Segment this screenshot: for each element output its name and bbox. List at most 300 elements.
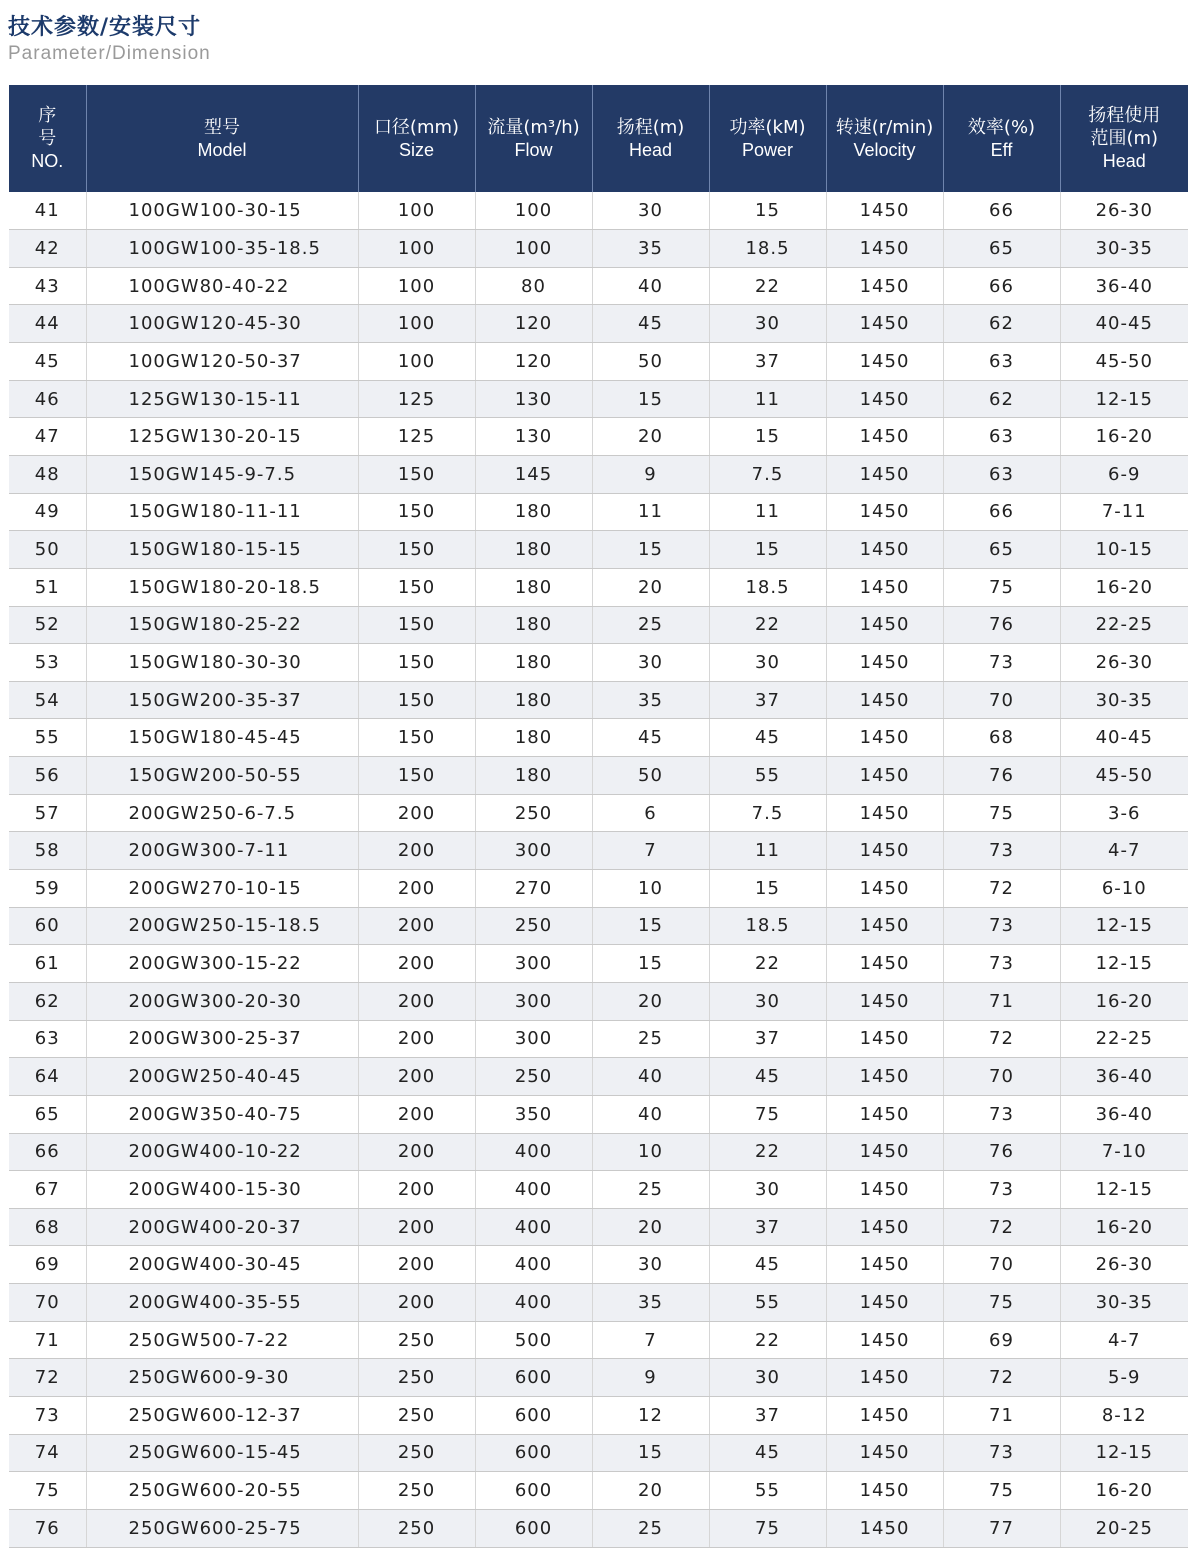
- cell-size: 150: [358, 493, 475, 531]
- cell-power: 30: [709, 1359, 826, 1397]
- cell-eff: 73: [943, 1095, 1060, 1133]
- cell-velocity: 1450: [826, 1284, 943, 1322]
- table-body: [9, 192, 1188, 1547]
- parameter-table: [9, 85, 1188, 1548]
- cell-size: 250: [358, 1434, 475, 1472]
- cell-no: 69: [9, 1246, 86, 1284]
- column-header-cn: 流量(m³/h): [487, 116, 580, 138]
- cell-no: 41: [9, 192, 86, 230]
- cell-eff: 71: [943, 1397, 1060, 1435]
- cell-eff: 75: [943, 1472, 1060, 1510]
- cell-size: 200: [358, 1171, 475, 1209]
- cell-no: 64: [9, 1058, 86, 1096]
- cell-eff: 63: [943, 418, 1060, 456]
- cell-size: 200: [358, 1020, 475, 1058]
- cell-flow: 120: [475, 343, 592, 381]
- cell-power: 11: [709, 380, 826, 418]
- cell-eff: 63: [943, 343, 1060, 381]
- table-row: [9, 1133, 1188, 1171]
- cell-velocity: 1450: [826, 870, 943, 908]
- column-header-cn: 转速(r/min): [835, 116, 934, 138]
- cell-eff: 76: [943, 606, 1060, 644]
- table-row: [9, 493, 1188, 531]
- cell-head: 40: [592, 267, 709, 305]
- cell-head-range: 12-15: [1060, 1434, 1188, 1472]
- cell-no: 57: [9, 794, 86, 832]
- cell-velocity: 1450: [826, 832, 943, 870]
- column-header-cn: 功率(kM): [729, 116, 806, 138]
- cell-head: 25: [592, 1020, 709, 1058]
- column-header-en: Head: [1102, 151, 1146, 171]
- cell-eff: 73: [943, 832, 1060, 870]
- cell-eff: 70: [943, 1246, 1060, 1284]
- cell-head-range: 16-20: [1060, 418, 1188, 456]
- table-row: [9, 870, 1188, 908]
- cell-velocity: 1450: [826, 1133, 943, 1171]
- cell-eff: 69: [943, 1321, 1060, 1359]
- table-row: [9, 192, 1188, 230]
- cell-power: 7.5: [709, 455, 826, 493]
- cell-head: 50: [592, 757, 709, 795]
- cell-flow: 120: [475, 305, 592, 343]
- table-row: [9, 568, 1188, 606]
- table-row: [9, 267, 1188, 305]
- cell-model: 200GW250-6-7.5: [86, 794, 358, 832]
- cell-eff: 66: [943, 192, 1060, 230]
- cell-model: 200GW300-20-30: [86, 982, 358, 1020]
- cell-head: 30: [592, 1246, 709, 1284]
- cell-no: 49: [9, 493, 86, 531]
- cell-flow: 250: [475, 907, 592, 945]
- cell-velocity: 1450: [826, 982, 943, 1020]
- cell-head: 12: [592, 1397, 709, 1435]
- cell-power: 37: [709, 1208, 826, 1246]
- cell-no: 44: [9, 305, 86, 343]
- cell-size: 100: [358, 230, 475, 268]
- cell-head: 10: [592, 1133, 709, 1171]
- table-row: [9, 343, 1188, 381]
- cell-no: 70: [9, 1284, 86, 1322]
- table-row: [9, 982, 1188, 1020]
- cell-head-range: 12-15: [1060, 907, 1188, 945]
- cell-head-range: 22-25: [1060, 606, 1188, 644]
- table-row: [9, 1434, 1188, 1472]
- cell-flow: 350: [475, 1095, 592, 1133]
- cell-head-range: 40-45: [1060, 305, 1188, 343]
- cell-no: 47: [9, 418, 86, 456]
- cell-no: 45: [9, 343, 86, 381]
- cell-velocity: 1450: [826, 1171, 943, 1209]
- cell-model: 250GW600-25-75: [86, 1509, 358, 1547]
- cell-velocity: 1450: [826, 1020, 943, 1058]
- cell-eff: 62: [943, 305, 1060, 343]
- cell-power: 45: [709, 1058, 826, 1096]
- table-row: [9, 1208, 1188, 1246]
- cell-head-range: 30-35: [1060, 230, 1188, 268]
- cell-power: 55: [709, 757, 826, 795]
- cell-velocity: 1450: [826, 945, 943, 983]
- cell-head: 20: [592, 982, 709, 1020]
- table-row: [9, 531, 1188, 569]
- cell-power: 37: [709, 1397, 826, 1435]
- cell-head-range: 12-15: [1060, 945, 1188, 983]
- column-header: [358, 85, 475, 192]
- cell-size: 150: [358, 606, 475, 644]
- table-row: [9, 1020, 1188, 1058]
- cell-head: 45: [592, 719, 709, 757]
- cell-size: 100: [358, 192, 475, 230]
- cell-model: 200GW300-15-22: [86, 945, 358, 983]
- cell-head-range: 40-45: [1060, 719, 1188, 757]
- column-header-cn: 口径(mm): [373, 116, 460, 138]
- cell-power: 18.5: [709, 568, 826, 606]
- cell-eff: 73: [943, 1171, 1060, 1209]
- cell-model: 150GW200-35-37: [86, 681, 358, 719]
- cell-size: 200: [358, 1208, 475, 1246]
- column-header: [86, 85, 358, 192]
- cell-eff: 66: [943, 267, 1060, 305]
- cell-no: 55: [9, 719, 86, 757]
- cell-size: 200: [358, 832, 475, 870]
- table-row: [9, 1509, 1188, 1547]
- cell-head: 15: [592, 1434, 709, 1472]
- cell-power: 45: [709, 719, 826, 757]
- cell-eff: 72: [943, 1359, 1060, 1397]
- cell-model: 200GW400-10-22: [86, 1133, 358, 1171]
- table-row: [9, 230, 1188, 268]
- cell-no: 63: [9, 1020, 86, 1058]
- cell-no: 68: [9, 1208, 86, 1246]
- cell-head-range: 3-6: [1060, 794, 1188, 832]
- cell-eff: 70: [943, 681, 1060, 719]
- column-header-cn: 型号: [204, 116, 240, 138]
- cell-velocity: 1450: [826, 267, 943, 305]
- table-row: [9, 1397, 1188, 1435]
- table-row: [9, 380, 1188, 418]
- cell-head-range: 45-50: [1060, 343, 1188, 381]
- cell-eff: 73: [943, 1434, 1060, 1472]
- column-header: [826, 85, 943, 192]
- cell-velocity: 1450: [826, 1472, 943, 1510]
- cell-size: 150: [358, 757, 475, 795]
- cell-size: 150: [358, 681, 475, 719]
- cell-head: 10: [592, 870, 709, 908]
- cell-flow: 130: [475, 418, 592, 456]
- cell-eff: 75: [943, 568, 1060, 606]
- cell-power: 37: [709, 1020, 826, 1058]
- cell-flow: 600: [475, 1359, 592, 1397]
- cell-flow: 130: [475, 380, 592, 418]
- cell-head-range: 26-30: [1060, 192, 1188, 230]
- cell-power: 22: [709, 1133, 826, 1171]
- cell-head: 9: [592, 1359, 709, 1397]
- cell-velocity: 1450: [826, 380, 943, 418]
- page-subtitle: Parameter/Dimension: [8, 43, 211, 64]
- cell-head: 11: [592, 493, 709, 531]
- cell-size: 100: [358, 343, 475, 381]
- cell-velocity: 1450: [826, 455, 943, 493]
- cell-head: 20: [592, 1472, 709, 1510]
- cell-size: 150: [358, 568, 475, 606]
- cell-power: 75: [709, 1095, 826, 1133]
- column-header-cn: 范围(m): [1090, 128, 1159, 149]
- cell-size: 200: [358, 982, 475, 1020]
- cell-model: 200GW400-30-45: [86, 1246, 358, 1284]
- cell-head-range: 12-15: [1060, 380, 1188, 418]
- column-header-en: Size: [398, 139, 434, 160]
- cell-size: 100: [358, 267, 475, 305]
- table-row: [9, 1095, 1188, 1133]
- cell-velocity: 1450: [826, 606, 943, 644]
- cell-no: 76: [9, 1509, 86, 1547]
- cell-head: 25: [592, 606, 709, 644]
- cell-model: 200GW400-15-30: [86, 1171, 358, 1209]
- cell-eff: 72: [943, 1020, 1060, 1058]
- cell-eff: 73: [943, 945, 1060, 983]
- cell-power: 75: [709, 1509, 826, 1547]
- cell-flow: 400: [475, 1246, 592, 1284]
- cell-velocity: 1450: [826, 1095, 943, 1133]
- cell-head-range: 4-7: [1060, 1321, 1188, 1359]
- cell-no: 56: [9, 757, 86, 795]
- cell-size: 150: [358, 719, 475, 757]
- cell-flow: 500: [475, 1321, 592, 1359]
- cell-head: 6: [592, 794, 709, 832]
- table-row: [9, 681, 1188, 719]
- cell-velocity: 1450: [826, 757, 943, 795]
- cell-head: 30: [592, 644, 709, 682]
- cell-head-range: 30-35: [1060, 1284, 1188, 1322]
- cell-no: 54: [9, 681, 86, 719]
- cell-model: 150GW180-20-18.5: [86, 568, 358, 606]
- cell-eff: 70: [943, 1058, 1060, 1096]
- cell-size: 150: [358, 644, 475, 682]
- cell-head: 45: [592, 305, 709, 343]
- cell-velocity: 1450: [826, 531, 943, 569]
- cell-no: 46: [9, 380, 86, 418]
- table-row: [9, 945, 1188, 983]
- cell-head-range: 22-25: [1060, 1020, 1188, 1058]
- cell-model: 200GW300-7-11: [86, 832, 358, 870]
- cell-flow: 180: [475, 493, 592, 531]
- cell-flow: 400: [475, 1284, 592, 1322]
- cell-size: 250: [358, 1397, 475, 1435]
- cell-flow: 180: [475, 719, 592, 757]
- cell-no: 58: [9, 832, 86, 870]
- cell-model: 150GW145-9-7.5: [86, 455, 358, 493]
- cell-eff: 77: [943, 1509, 1060, 1547]
- cell-velocity: 1450: [826, 1208, 943, 1246]
- cell-eff: 75: [943, 794, 1060, 832]
- table-row: [9, 455, 1188, 493]
- cell-velocity: 1450: [826, 1434, 943, 1472]
- cell-size: 150: [358, 455, 475, 493]
- cell-head-range: 16-20: [1060, 982, 1188, 1020]
- cell-no: 61: [9, 945, 86, 983]
- column-header-cn: 扬程(m): [616, 116, 685, 138]
- cell-flow: 180: [475, 681, 592, 719]
- cell-power: 55: [709, 1284, 826, 1322]
- cell-head: 35: [592, 681, 709, 719]
- table-row: [9, 606, 1188, 644]
- column-header-en: NO.: [31, 151, 64, 171]
- cell-model: 100GW120-45-30: [86, 305, 358, 343]
- column-header: [592, 85, 709, 192]
- cell-model: 200GW400-20-37: [86, 1208, 358, 1246]
- cell-flow: 100: [475, 230, 592, 268]
- cell-eff: 68: [943, 719, 1060, 757]
- cell-eff: 66: [943, 493, 1060, 531]
- cell-model: 150GW180-11-11: [86, 493, 358, 531]
- cell-power: 18.5: [709, 907, 826, 945]
- cell-head-range: 26-30: [1060, 644, 1188, 682]
- cell-no: 52: [9, 606, 86, 644]
- cell-model: 250GW600-12-37: [86, 1397, 358, 1435]
- cell-head-range: 36-40: [1060, 1095, 1188, 1133]
- cell-power: 11: [709, 832, 826, 870]
- cell-model: 150GW180-30-30: [86, 644, 358, 682]
- cell-size: 200: [358, 1246, 475, 1284]
- cell-velocity: 1450: [826, 1321, 943, 1359]
- column-header-cn: 序: [38, 105, 57, 126]
- cell-flow: 600: [475, 1434, 592, 1472]
- table-header: [9, 85, 1188, 192]
- cell-velocity: 1450: [826, 1509, 943, 1547]
- cell-model: 200GW250-15-18.5: [86, 907, 358, 945]
- cell-head: 7: [592, 832, 709, 870]
- column-header: [475, 85, 592, 192]
- cell-flow: 80: [475, 267, 592, 305]
- cell-power: 22: [709, 945, 826, 983]
- column-header: [9, 85, 86, 192]
- cell-velocity: 1450: [826, 719, 943, 757]
- table-row: [9, 1246, 1188, 1284]
- cell-head-range: 10-15: [1060, 531, 1188, 569]
- cell-eff: 73: [943, 907, 1060, 945]
- cell-head: 15: [592, 380, 709, 418]
- cell-no: 75: [9, 1472, 86, 1510]
- cell-size: 250: [358, 1359, 475, 1397]
- cell-size: 125: [358, 380, 475, 418]
- cell-head: 7: [592, 1321, 709, 1359]
- cell-head-range: 26-30: [1060, 1246, 1188, 1284]
- cell-model: 150GW200-50-55: [86, 757, 358, 795]
- cell-power: 37: [709, 343, 826, 381]
- cell-head: 20: [592, 568, 709, 606]
- cell-size: 200: [358, 1133, 475, 1171]
- cell-no: 71: [9, 1321, 86, 1359]
- cell-model: 200GW300-25-37: [86, 1020, 358, 1058]
- cell-velocity: 1450: [826, 1246, 943, 1284]
- cell-power: 15: [709, 870, 826, 908]
- cell-velocity: 1450: [826, 230, 943, 268]
- column-header-cn: 号: [38, 128, 57, 149]
- cell-head: 20: [592, 418, 709, 456]
- cell-eff: 65: [943, 531, 1060, 569]
- table-row: [9, 644, 1188, 682]
- cell-velocity: 1450: [826, 794, 943, 832]
- cell-power: 37: [709, 681, 826, 719]
- column-header: [943, 85, 1060, 192]
- cell-no: 72: [9, 1359, 86, 1397]
- cell-eff: 75: [943, 1284, 1060, 1322]
- cell-flow: 400: [475, 1133, 592, 1171]
- column-header-en: Flow: [514, 139, 553, 160]
- cell-head: 15: [592, 907, 709, 945]
- cell-head-range: 12-15: [1060, 1171, 1188, 1209]
- cell-model: 200GW270-10-15: [86, 870, 358, 908]
- cell-velocity: 1450: [826, 418, 943, 456]
- cell-flow: 300: [475, 1020, 592, 1058]
- cell-velocity: 1450: [826, 644, 943, 682]
- table-row: [9, 757, 1188, 795]
- table-row: [9, 305, 1188, 343]
- cell-head-range: 16-20: [1060, 568, 1188, 606]
- cell-flow: 180: [475, 568, 592, 606]
- cell-power: 22: [709, 1321, 826, 1359]
- cell-head: 30: [592, 192, 709, 230]
- cell-size: 200: [358, 1058, 475, 1096]
- cell-power: 45: [709, 1434, 826, 1472]
- cell-model: 150GW180-45-45: [86, 719, 358, 757]
- cell-flow: 180: [475, 644, 592, 682]
- cell-head-range: 16-20: [1060, 1472, 1188, 1510]
- cell-velocity: 1450: [826, 1397, 943, 1435]
- table-row: [9, 1472, 1188, 1510]
- cell-no: 67: [9, 1171, 86, 1209]
- cell-power: 22: [709, 267, 826, 305]
- table-row: [9, 1359, 1188, 1397]
- column-header-cn: 效率(%): [967, 116, 1036, 138]
- cell-velocity: 1450: [826, 1058, 943, 1096]
- cell-power: 15: [709, 531, 826, 569]
- table-row: [9, 1058, 1188, 1096]
- cell-head-range: 20-25: [1060, 1509, 1188, 1547]
- cell-velocity: 1450: [826, 493, 943, 531]
- cell-size: 200: [358, 907, 475, 945]
- cell-flow: 300: [475, 832, 592, 870]
- cell-flow: 180: [475, 606, 592, 644]
- cell-no: 51: [9, 568, 86, 606]
- cell-eff: 63: [943, 455, 1060, 493]
- cell-power: 18.5: [709, 230, 826, 268]
- cell-model: 250GW600-15-45: [86, 1434, 358, 1472]
- cell-head: 40: [592, 1058, 709, 1096]
- cell-no: 53: [9, 644, 86, 682]
- cell-no: 59: [9, 870, 86, 908]
- cell-model: 100GW100-35-18.5: [86, 230, 358, 268]
- cell-flow: 300: [475, 945, 592, 983]
- cell-flow: 400: [475, 1208, 592, 1246]
- cell-model: 250GW600-20-55: [86, 1472, 358, 1510]
- cell-flow: 250: [475, 794, 592, 832]
- cell-flow: 250: [475, 1058, 592, 1096]
- cell-power: 45: [709, 1246, 826, 1284]
- cell-size: 250: [358, 1509, 475, 1547]
- cell-size: 250: [358, 1321, 475, 1359]
- cell-velocity: 1450: [826, 568, 943, 606]
- column-header-en: Eff: [990, 139, 1013, 160]
- column-header-en: Velocity: [853, 139, 916, 160]
- cell-model: 250GW600-9-30: [86, 1359, 358, 1397]
- cell-head: 40: [592, 1095, 709, 1133]
- cell-size: 200: [358, 945, 475, 983]
- cell-flow: 600: [475, 1472, 592, 1510]
- cell-size: 200: [358, 794, 475, 832]
- cell-velocity: 1450: [826, 305, 943, 343]
- cell-flow: 400: [475, 1171, 592, 1209]
- cell-power: 11: [709, 493, 826, 531]
